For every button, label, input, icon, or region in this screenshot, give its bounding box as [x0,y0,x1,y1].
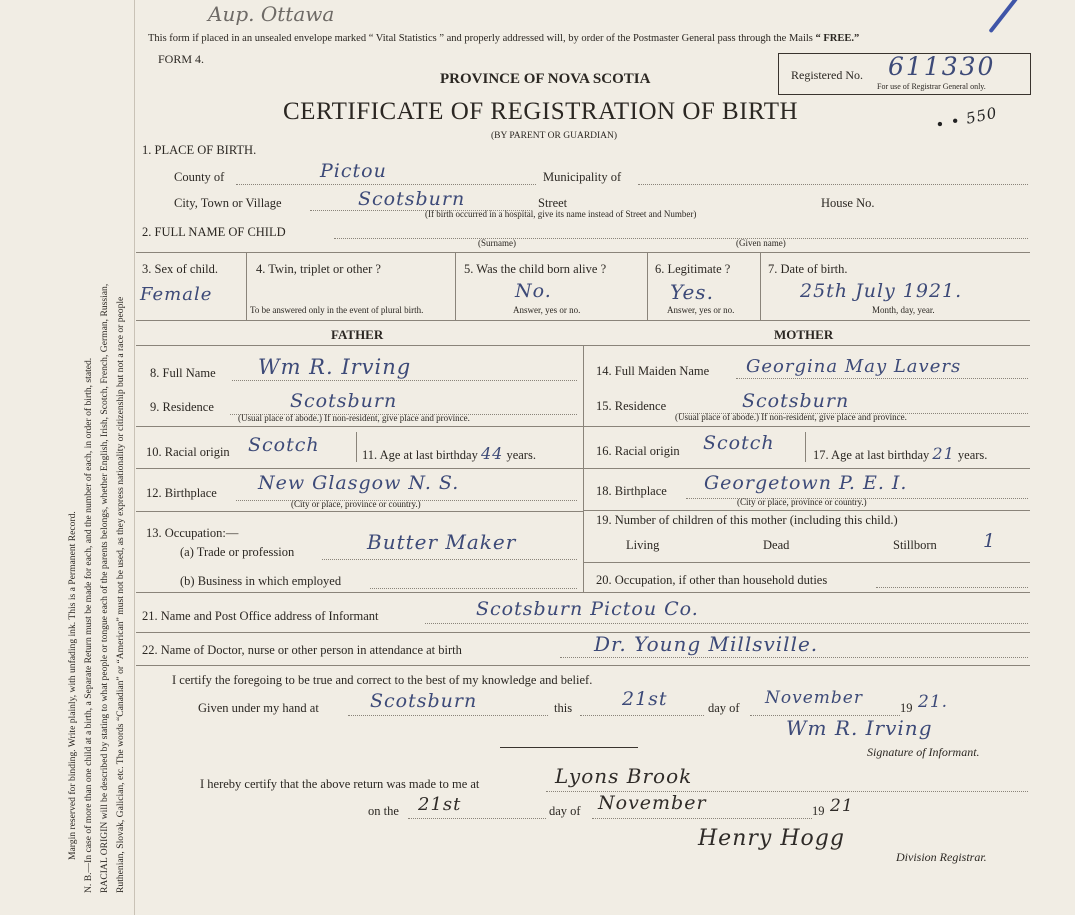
informant-signature: Wm R. Irving [786,716,933,740]
father-residence-note: (Usual place of abode.) If non-resident, give place and province. [238,413,470,423]
father-birthplace-label: 12. Birthplace [146,486,217,500]
mail-notice: This form if placed in an unsealed envelope marked “ Vital Statistics ” and properly addressed will, by order of the Postmaster General pass through the Mails “ FREE.” [148,33,860,44]
surname-note: (Surname) [478,238,516,248]
registrar-dayof-label: day of [549,804,581,818]
signature-label: Signature of Informant. [867,745,980,759]
mother-residence-note: (Usual place of abode.) If non-resident, give place and province. [675,412,907,422]
registrar-title: Division Registrar. [896,850,987,864]
legitimate-note: Answer, yes or no. [667,305,735,315]
form-number: FORM 4. [158,52,205,66]
municipality-label: Municipality of [543,170,622,184]
children-count-label: 19. Number of children of this mother (including this child.) [596,513,898,527]
certify-day-value: 21st [622,688,668,710]
binding-margin-line [134,0,135,915]
doctor-label: 22. Name of Doctor, nurse or other person in attendance at birth [142,643,462,657]
date-note: Month, day, year. [872,305,935,315]
mother-residence-label: 15. Residence [596,399,667,413]
registrar-year-prefix: 19 [812,804,825,818]
mother-name-label: 14. Full Maiden Name [596,364,710,378]
trade-label: (a) Trade or profession [180,545,295,559]
margin-note-binding: Margin reserved for binding. Write plainly, with unfading ink. This is a Permanent Record. [67,511,78,860]
registrar-month-value: November [598,792,707,814]
margin-note-plural-births: N. B.—In case of more than one child at a birth, a Separate Return must be made for each, and the number of each, in order of birth, stated. [83,357,94,893]
mother-heading: MOTHER [774,327,834,342]
stillborn-label: Stillborn [893,538,937,552]
twin-label: 4. Twin, triplet or other ? [256,262,381,276]
mother-name-value: Georgina May Lavers [746,356,962,377]
registrar-text: I hereby certify that the above return was made to me at [200,777,480,791]
certify-year-prefix: 19 [900,701,913,715]
father-birthplace-value: New Glasgow N. S. [258,472,460,494]
registered-label: Registered No. [791,68,863,82]
certify-text: I certify the foregoing to be true and correct to the best of my knowledge and belief. [172,673,593,687]
twin-note: To be answered only in the event of plural birth. [250,305,424,315]
father-birthplace-note: (City or place, province or country.) [291,499,421,509]
county-value: Pictou [320,160,387,182]
registered-note: For use of Registrar General only. [877,82,986,91]
margin-note-racial-origin: RACIAL ORIGIN will be described by stating to what people or tongue each of the parents belongs, whether English, Irish, Scotch, French, German, Russian, [99,283,110,893]
father-heading: FATHER [331,327,384,342]
mother-residence-value: Scotsburn [742,390,850,412]
father-residence-label: 9. Residence [150,400,214,414]
father-age-label: 11. Age at last birthday 44 years. [362,444,536,463]
mother-occupation-label: 20. Occupation, if other than household duties [596,573,828,587]
business-label: (b) Business in which employed [180,574,342,588]
registrar-on-label: on the [368,804,399,818]
mother-race-label: 16. Racial origin [596,444,680,458]
living-label: Living [626,538,660,552]
margin-note-racial-origin-2: Ruthenian, Slovak, Galician, etc. The words “Canadian” or “American” must not be used, as they express nationality or citizenship but not a race or people [115,296,126,893]
alive-label: 5. Was the child born alive ? [464,262,607,276]
province-heading: PROVINCE OF NOVA SCOTIA [440,71,651,87]
mother-race-value: Scotch [703,432,775,454]
certificate-subtitle: (BY PARENT OR GUARDIAN) [491,131,618,141]
street-label: Street [538,196,568,210]
registrar-place-value: Lyons Brook [555,764,693,788]
child-name-heading: 2. FULL NAME OF CHILD [142,225,286,239]
given-name-note: (Given name) [736,238,786,248]
sex-value: Female [140,284,213,305]
date-label: 7. Date of birth. [768,262,848,276]
pencil-annotation: Aup. Ottawa [208,2,335,26]
father-name-label: 8. Full Name [150,366,216,380]
county-label: County of [174,170,225,184]
hospital-note: (If birth occurred in a hospital, give its name instead of Street and Number) [425,209,697,219]
father-name-value: Wm R. Irving [258,355,412,379]
certificate-title: CERTIFICATE OF REGISTRATION OF BIRTH [283,98,799,125]
doctor-value: Dr. Young Millsville. [594,632,819,656]
father-race-label: 10. Racial origin [146,445,230,459]
registrar-day-value: 21st [418,794,462,815]
informant-value: Scotsburn Pictou Co. [476,598,699,620]
mother-birthplace-note: (City or place, province or country.) [737,497,867,507]
father-race-value: Scotch [248,434,320,456]
registered-number: 611330 [888,52,996,81]
city-label: City, Town or Village [174,196,282,210]
mother-age-label: 17. Age at last birthday 21 years. [813,444,988,463]
alive-note: Answer, yes or no. [513,305,581,315]
city-value: Scotsburn [358,188,466,210]
father-occupation-label: 13. Occupation:— [146,526,239,540]
place-of-birth-heading: 1. PLACE OF BIRTH. [142,143,257,157]
side-mark: • • 550 [933,103,1000,135]
mother-birthplace-label: 18. Birthplace [596,484,667,498]
mother-birthplace-value: Georgetown P. E. I. [704,472,908,494]
legitimate-value: Yes. [670,280,714,304]
dead-label: Dead [763,538,790,552]
sex-label: 3. Sex of child. [142,262,219,276]
certify-year-suffix: 21. [918,692,949,712]
registrar-signature: Henry Hogg [698,826,845,851]
given-place-value: Scotsburn [370,690,478,712]
certify-dayof-label: day of [708,701,740,715]
given-label: Given under my hand at [198,701,319,715]
house-number-label: House No. [821,196,875,210]
certify-month-value: November [765,688,863,708]
father-residence-value: Scotsburn [290,390,398,412]
trade-value: Butter Maker [367,530,517,554]
date-value: 25th July 1921. [800,280,963,302]
stillborn-value: 1 [983,530,997,552]
legitimate-label: 6. Legitimate ? [655,262,731,276]
this-label: this [554,701,573,715]
informant-label: 21. Name and Post Office address of Informant [142,609,379,623]
alive-value: No. [515,280,552,302]
registrar-year-suffix: 21 [830,796,854,816]
